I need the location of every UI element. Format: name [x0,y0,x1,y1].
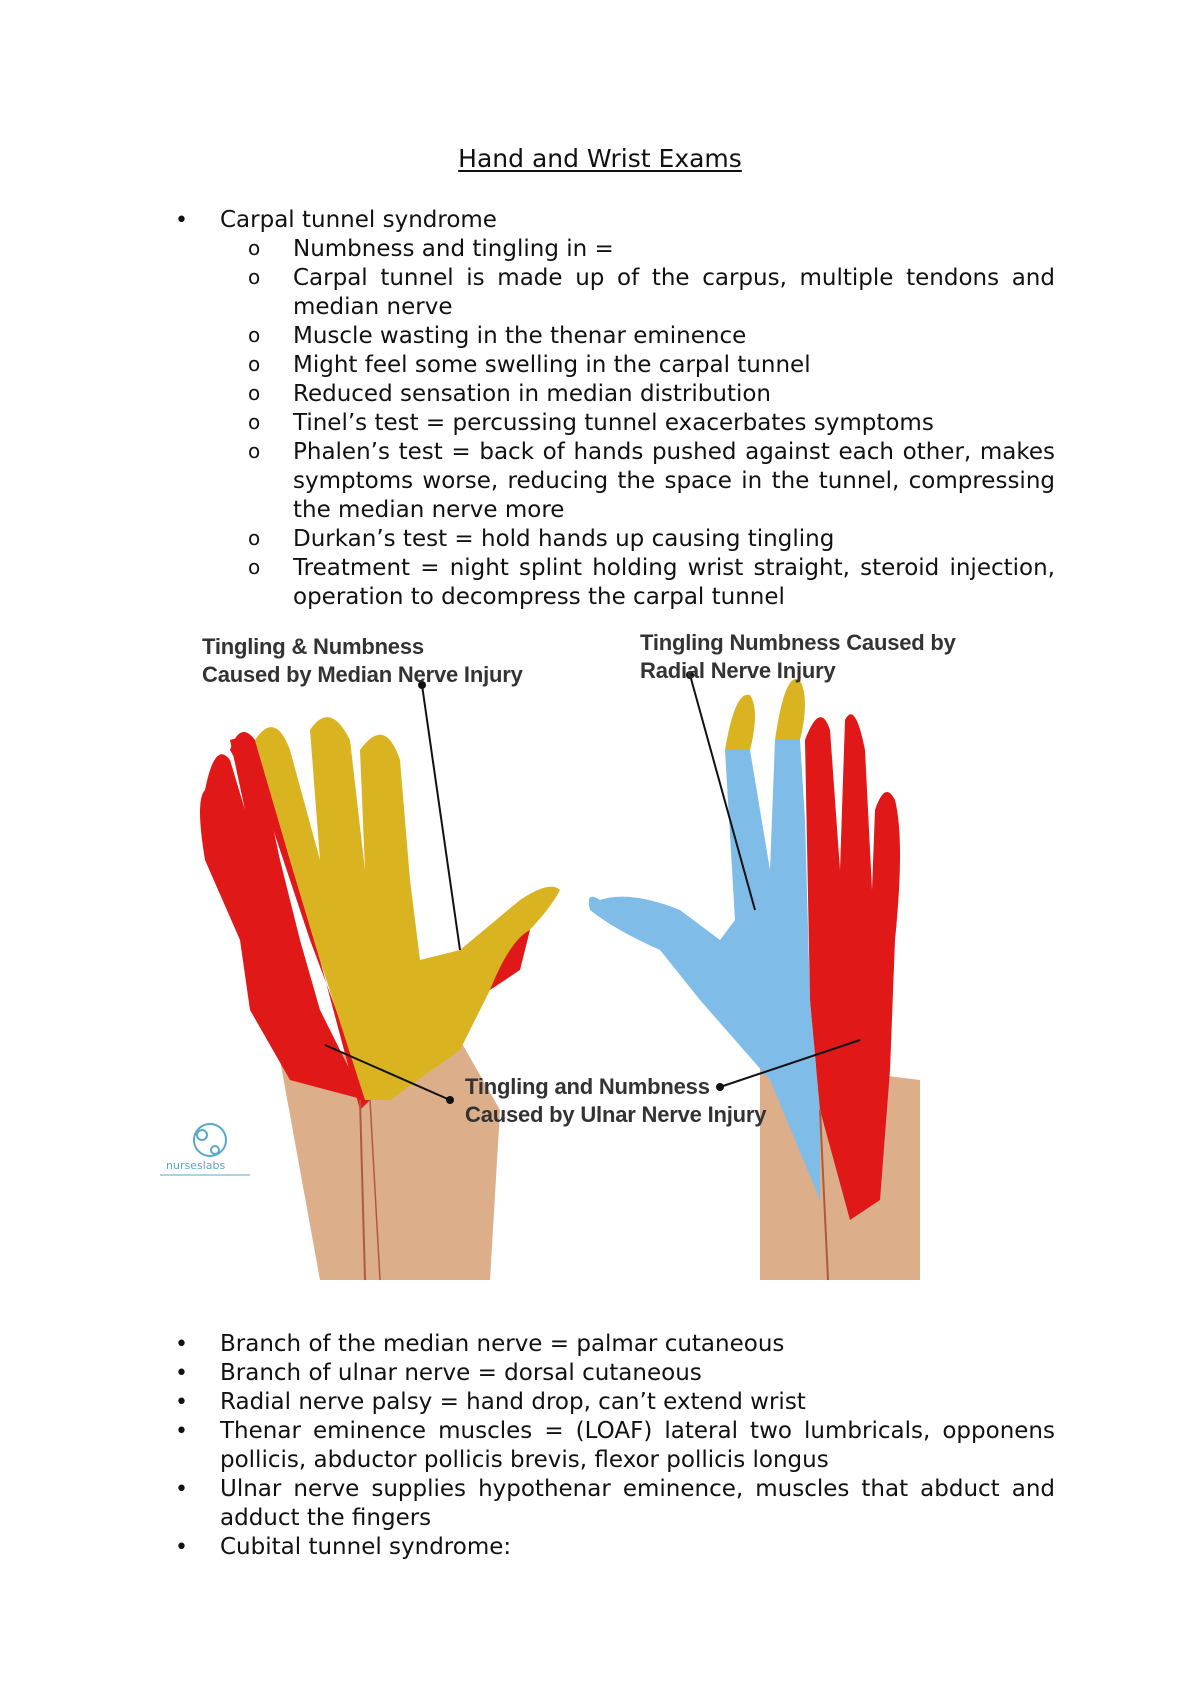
bullet-item: • Radial nerve palsy = hand drop, can’t extend wrist [175,1388,1055,1417]
radial-label-line-1: Tingling Numbness Caused by [640,630,956,655]
median-label-line-1: Tingling & Numbness [202,634,424,659]
nerve-distribution-figure [160,630,1040,1300]
top-bullet-list [175,206,1055,612]
sub-item: o Reduced sensation in median distribution [175,380,1055,409]
bullet-item: • Cubital tunnel syndrome: [175,1533,1055,1562]
bottom-bullet-list [175,1330,1055,1562]
ulnar-label-line-2: Caused by Ulnar Nerve Injury [465,1102,767,1127]
sub-item: o Numbness and tingling in = [175,235,1055,264]
bullet-carpal-tunnel [175,206,1055,612]
sub-list [220,235,1055,612]
ulnar-label-line-1: Tingling and Numbness [465,1074,710,1099]
sub-item: o Muscle wasting in the thenar eminence [175,322,1055,351]
sub-item: o Phalen’s test = back of hands pushed against each other, makes symptoms worse, reducing the space in the tunnel, compressing the median nerve more [175,438,1055,525]
sub-item: o Might feel some swelling in the carpal tunnel [175,351,1055,380]
bullet-item: • Thenar eminence muscles = (LOAF) lateral two lumbricals, opponens pollicis, abductor pollicis brevis, flexor pollicis longus [175,1417,1055,1475]
sub-item: o Durkan’s test = hold hands up causing tingling [175,525,1055,554]
right-hand-dorsum [589,671,920,1280]
bullet-item: • Ulnar nerve supplies hypothenar eminence, muscles that abduct and adduct the fingers [175,1475,1055,1533]
left-hand-palm [200,681,560,1280]
sub-item: o Carpal tunnel is made up of the carpus, multiple tendons and median nerve [175,264,1055,322]
sub-item: o Tinel’s test = percussing tunnel exacerbates symptoms [175,409,1055,438]
logo-text: nurseslabs [166,1159,226,1172]
bullet-item: • Branch of the median nerve = palmar cutaneous [175,1330,1055,1359]
hands-illustration [160,640,1040,1300]
bullet-item: • Branch of ulnar nerve = dorsal cutaneous [175,1359,1055,1388]
sub-item: o Treatment = night splint holding wrist straight, steroid injection, operation to decompress the carpal tunnel [175,554,1055,612]
document-title: Hand and Wrist Exams [458,144,742,173]
median-label-line-2: Caused by Median Nerve Injury [202,662,523,687]
bullet-heading: Carpal tunnel syndrome [220,207,497,233]
radial-label-line-2: Radial Nerve Injury [640,658,836,683]
